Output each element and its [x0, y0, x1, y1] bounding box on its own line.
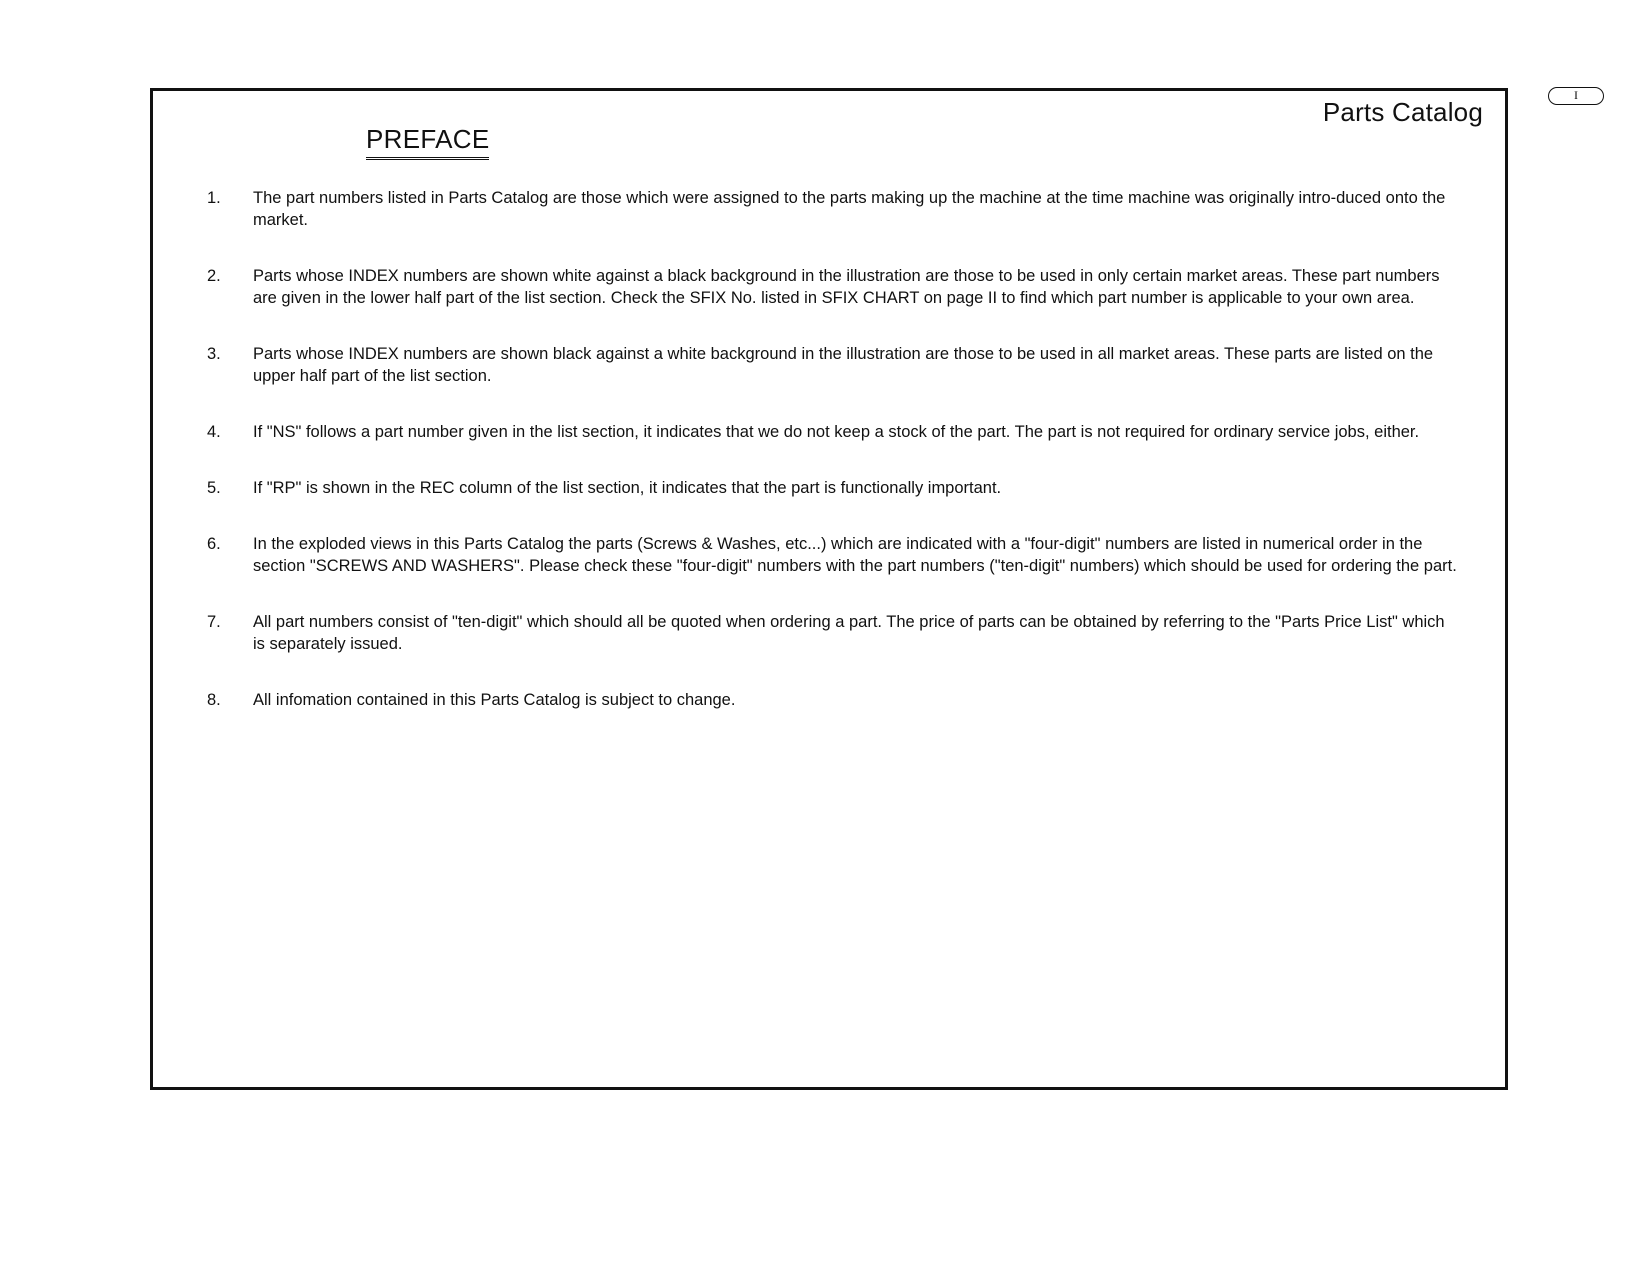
item-number: 5.: [207, 479, 221, 497]
list-item: [207, 533, 1457, 577]
item-text: If "NS" follows a part number given in the list section, it indicates that we do not keep a stock of the part. The part is not required for ordinary service jobs, either.: [253, 423, 1420, 441]
item-text: In the exploded views in this Parts Catalog the parts (Screws & Washes, etc...) which are indicated with a "four-digit" numbers are listed in numerical order in the section "SCREWS AND WASHERS". Please check these "four-digit" numbers with the part numbers ("ten-digit" numbers) which should be used for ordering the part.: [253, 535, 1457, 575]
item-number: 4.: [207, 423, 221, 441]
item-text: All part numbers consist of "ten-digit" which should all be quoted when ordering a part. The price of parts can be obtained by referring to the "Parts Price List" which is separately issued.: [253, 613, 1445, 653]
list-item: [207, 343, 1457, 387]
list-item: [207, 265, 1457, 309]
list-item: [207, 689, 1457, 711]
list-item: [207, 477, 1457, 499]
page-frame: [150, 88, 1508, 1090]
item-number: 6.: [207, 535, 221, 553]
preface-heading: PREFACE: [366, 125, 489, 160]
item-number: 8.: [207, 691, 221, 709]
item-text: All infomation contained in this Parts Catalog is subject to change.: [253, 691, 736, 709]
item-number: 2.: [207, 267, 221, 285]
list-item: [207, 187, 1457, 231]
page-number-tab: I: [1548, 87, 1604, 105]
catalog-title: Parts Catalog: [1322, 97, 1483, 127]
item-text: The part numbers listed in Parts Catalog are those which were assigned to the parts making up the machine at the time machine was originally intro-duced onto the market.: [253, 189, 1446, 229]
preface-list: [207, 187, 1457, 711]
list-item: [207, 611, 1457, 655]
list-item: [207, 421, 1457, 443]
item-number: 3.: [207, 345, 221, 363]
item-text: If "RP" is shown in the REC column of the list section, it indicates that the part is functionally important.: [253, 479, 1002, 497]
item-text: Parts whose INDEX numbers are shown black against a white background in the illustration are those to be used in all market areas. These parts are listed on the upper half part of the list section.: [253, 345, 1434, 385]
item-number: 1.: [207, 189, 221, 207]
item-text: Parts whose INDEX numbers are shown white against a black background in the illustration are those to be used in only certain market areas. These part numbers are given in the lower half part of the list section. Check the SFIX No. listed in SFIX CHART on page II to find which part number is applicable to your own area.: [253, 267, 1440, 307]
item-number: 7.: [207, 613, 221, 631]
